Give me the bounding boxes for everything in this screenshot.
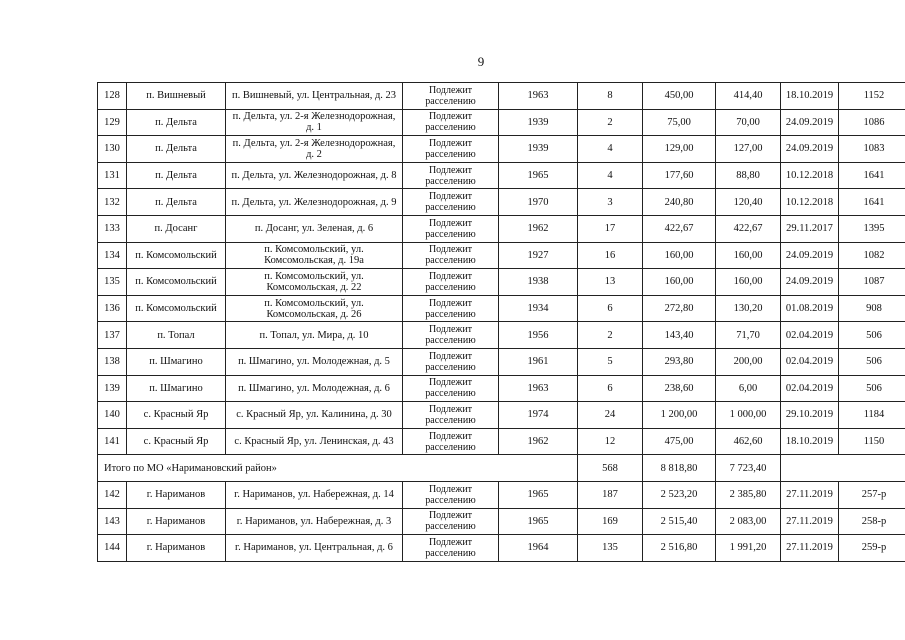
row-number: 136 bbox=[98, 295, 127, 322]
address-cell: п. Топал, ул. Мира, д. 10 bbox=[226, 322, 403, 349]
locality-cell: г. Нариманов bbox=[127, 535, 226, 562]
area-total-cell: 475,00 bbox=[643, 428, 716, 455]
status-cell: Подлежит расселению bbox=[403, 136, 499, 163]
address-cell: г. Нариманов, ул. Центральная, д. 6 bbox=[226, 535, 403, 562]
area-total-cell: 143,40 bbox=[643, 322, 716, 349]
total-residents: 568 bbox=[578, 455, 643, 482]
year-cell: 1934 bbox=[499, 295, 578, 322]
address-cell: г. Нариманов, ул. Набережная, д. 14 bbox=[226, 481, 403, 508]
address-cell: п. Комсомольский, ул. Комсомольская, д. 22 bbox=[226, 269, 403, 296]
table-row bbox=[98, 322, 905, 349]
row-number: 138 bbox=[98, 348, 127, 375]
table-row bbox=[98, 83, 905, 110]
housing-table bbox=[97, 82, 905, 562]
year-cell: 1938 bbox=[499, 269, 578, 296]
date-cell: 18.10.2019 bbox=[781, 83, 839, 110]
residents-cell: 17 bbox=[578, 215, 643, 242]
doc-number-cell: 506 bbox=[839, 348, 905, 375]
year-cell: 1964 bbox=[499, 535, 578, 562]
table-row bbox=[98, 109, 905, 136]
address-cell: с. Красный Яр, ул. Калинина, д. 30 bbox=[226, 402, 403, 429]
address-cell: п. Дельта, ул. 2-я Железнодорожная, д. 1 bbox=[226, 109, 403, 136]
doc-number-cell: 257-р bbox=[839, 481, 905, 508]
date-cell: 27.11.2019 bbox=[781, 535, 839, 562]
doc-number-cell: 1083 bbox=[839, 136, 905, 163]
row-number: 129 bbox=[98, 109, 127, 136]
date-cell: 02.04.2019 bbox=[781, 322, 839, 349]
address-cell: п. Дельта, ул. Железнодорожная, д. 8 bbox=[226, 162, 403, 189]
year-cell: 1963 bbox=[499, 83, 578, 110]
row-number: 140 bbox=[98, 402, 127, 429]
locality-cell: с. Красный Яр bbox=[127, 428, 226, 455]
table-row bbox=[98, 375, 905, 402]
table-row bbox=[98, 215, 905, 242]
locality-cell: п. Комсомольский bbox=[127, 295, 226, 322]
table-row bbox=[98, 295, 905, 322]
table-row bbox=[98, 136, 905, 163]
table-row bbox=[98, 428, 905, 455]
locality-cell: п. Комсомольский bbox=[127, 242, 226, 269]
row-number: 137 bbox=[98, 322, 127, 349]
residents-cell: 4 bbox=[578, 136, 643, 163]
address-cell: п. Шмагино, ул. Молодежная, д. 5 bbox=[226, 348, 403, 375]
residents-cell: 169 bbox=[578, 508, 643, 535]
area-total-cell: 293,80 bbox=[643, 348, 716, 375]
year-cell: 1956 bbox=[499, 322, 578, 349]
area-total-cell: 422,67 bbox=[643, 215, 716, 242]
status-cell: Подлежит расселению bbox=[403, 508, 499, 535]
date-cell: 18.10.2019 bbox=[781, 428, 839, 455]
row-number: 133 bbox=[98, 215, 127, 242]
residents-cell: 6 bbox=[578, 375, 643, 402]
table-row bbox=[98, 162, 905, 189]
date-cell: 29.10.2019 bbox=[781, 402, 839, 429]
address-cell: п. Комсомольский, ул. Комсомольская, д. 19а bbox=[226, 242, 403, 269]
locality-cell: г. Нариманов bbox=[127, 508, 226, 535]
table-row bbox=[98, 481, 905, 508]
area-emergency-cell: 1 991,20 bbox=[716, 535, 781, 562]
area-total-cell: 240,80 bbox=[643, 189, 716, 216]
year-cell: 1963 bbox=[499, 375, 578, 402]
doc-number-cell: 1087 bbox=[839, 269, 905, 296]
area-emergency-cell: 1 000,00 bbox=[716, 402, 781, 429]
year-cell: 1961 bbox=[499, 348, 578, 375]
date-cell: 10.12.2018 bbox=[781, 189, 839, 216]
locality-cell: п. Топал bbox=[127, 322, 226, 349]
area-emergency-cell: 6,00 bbox=[716, 375, 781, 402]
address-cell: с. Красный Яр, ул. Ленинская, д. 43 bbox=[226, 428, 403, 455]
date-cell: 01.08.2019 bbox=[781, 295, 839, 322]
doc-number-cell: 1082 bbox=[839, 242, 905, 269]
date-cell: 24.09.2019 bbox=[781, 269, 839, 296]
area-total-cell: 2 516,80 bbox=[643, 535, 716, 562]
doc-number-cell: 1184 bbox=[839, 402, 905, 429]
area-total-cell: 238,60 bbox=[643, 375, 716, 402]
residents-cell: 3 bbox=[578, 189, 643, 216]
residents-cell: 8 bbox=[578, 83, 643, 110]
date-cell: 27.11.2019 bbox=[781, 508, 839, 535]
total-row bbox=[98, 455, 905, 482]
residents-cell: 16 bbox=[578, 242, 643, 269]
table-row bbox=[98, 508, 905, 535]
address-cell: п. Досанг, ул. Зеленая, д. 6 bbox=[226, 215, 403, 242]
area-total-cell: 450,00 bbox=[643, 83, 716, 110]
doc-number-cell: 1641 bbox=[839, 189, 905, 216]
row-number: 135 bbox=[98, 269, 127, 296]
row-number: 131 bbox=[98, 162, 127, 189]
date-cell: 27.11.2019 bbox=[781, 481, 839, 508]
year-cell: 1965 bbox=[499, 508, 578, 535]
year-cell: 1939 bbox=[499, 136, 578, 163]
total-label: Итого по МО «Наримановский район» bbox=[98, 455, 578, 482]
area-total-cell: 160,00 bbox=[643, 242, 716, 269]
locality-cell: г. Нариманов bbox=[127, 481, 226, 508]
date-cell: 24.09.2019 bbox=[781, 136, 839, 163]
residents-cell: 135 bbox=[578, 535, 643, 562]
area-emergency-cell: 88,80 bbox=[716, 162, 781, 189]
year-cell: 1962 bbox=[499, 428, 578, 455]
area-emergency-cell: 2 385,80 bbox=[716, 481, 781, 508]
doc-number-cell: 506 bbox=[839, 375, 905, 402]
locality-cell: п. Дельта bbox=[127, 109, 226, 136]
area-total-cell: 177,60 bbox=[643, 162, 716, 189]
doc-number-cell: 258-р bbox=[839, 508, 905, 535]
year-cell: 1965 bbox=[499, 481, 578, 508]
doc-number-cell: 1395 bbox=[839, 215, 905, 242]
row-number: 139 bbox=[98, 375, 127, 402]
doc-number-cell: 506 bbox=[839, 322, 905, 349]
year-cell: 1927 bbox=[499, 242, 578, 269]
area-emergency-cell: 71,70 bbox=[716, 322, 781, 349]
row-number: 130 bbox=[98, 136, 127, 163]
year-cell: 1970 bbox=[499, 189, 578, 216]
year-cell: 1962 bbox=[499, 215, 578, 242]
status-cell: Подлежит расселению bbox=[403, 109, 499, 136]
locality-cell: п. Комсомольский bbox=[127, 269, 226, 296]
date-cell: 29.11.2017 bbox=[781, 215, 839, 242]
residents-cell: 2 bbox=[578, 322, 643, 349]
residents-cell: 4 bbox=[578, 162, 643, 189]
area-emergency-cell: 414,40 bbox=[716, 83, 781, 110]
total-empty bbox=[781, 455, 905, 482]
status-cell: Подлежит расселению bbox=[403, 481, 499, 508]
row-number: 141 bbox=[98, 428, 127, 455]
doc-number-cell: 1152 bbox=[839, 83, 905, 110]
status-cell: Подлежит расселению bbox=[403, 348, 499, 375]
year-cell: 1965 bbox=[499, 162, 578, 189]
area-emergency-cell: 200,00 bbox=[716, 348, 781, 375]
area-emergency-cell: 130,20 bbox=[716, 295, 781, 322]
year-cell: 1939 bbox=[499, 109, 578, 136]
residents-cell: 2 bbox=[578, 109, 643, 136]
status-cell: Подлежит расселению bbox=[403, 215, 499, 242]
table-row bbox=[98, 189, 905, 216]
total-area-emergency: 7 723,40 bbox=[716, 455, 781, 482]
row-number: 142 bbox=[98, 481, 127, 508]
locality-cell: п. Вишневый bbox=[127, 83, 226, 110]
status-cell: Подлежит расселению bbox=[403, 535, 499, 562]
address-cell: п. Вишневый, ул. Центральная, д. 23 bbox=[226, 83, 403, 110]
page-number: 9 bbox=[477, 54, 485, 69]
status-cell: Подлежит расселению bbox=[403, 402, 499, 429]
table-row bbox=[98, 402, 905, 429]
date-cell: 24.09.2019 bbox=[781, 242, 839, 269]
locality-cell: с. Красный Яр bbox=[127, 402, 226, 429]
area-total-cell: 2 515,40 bbox=[643, 508, 716, 535]
area-emergency-cell: 160,00 bbox=[716, 269, 781, 296]
table-row bbox=[98, 269, 905, 296]
locality-cell: п. Дельта bbox=[127, 189, 226, 216]
doc-number-cell: 1086 bbox=[839, 109, 905, 136]
area-emergency-cell: 120,40 bbox=[716, 189, 781, 216]
doc-number-cell: 908 bbox=[839, 295, 905, 322]
row-number: 144 bbox=[98, 535, 127, 562]
status-cell: Подлежит расселению bbox=[403, 189, 499, 216]
status-cell: Подлежит расселению bbox=[403, 375, 499, 402]
row-number: 134 bbox=[98, 242, 127, 269]
address-cell: п. Комсомольский, ул. Комсомольская, д. 26 bbox=[226, 295, 403, 322]
residents-cell: 24 bbox=[578, 402, 643, 429]
doc-number-cell: 1150 bbox=[839, 428, 905, 455]
status-cell: Подлежит расселению bbox=[403, 242, 499, 269]
doc-number-cell: 259-р bbox=[839, 535, 905, 562]
locality-cell: п. Досанг bbox=[127, 215, 226, 242]
status-cell: Подлежит расселению bbox=[403, 322, 499, 349]
locality-cell: п. Шмагино bbox=[127, 348, 226, 375]
row-number: 128 bbox=[98, 83, 127, 110]
status-cell: Подлежит расселению bbox=[403, 269, 499, 296]
row-number: 132 bbox=[98, 189, 127, 216]
date-cell: 24.09.2019 bbox=[781, 109, 839, 136]
year-cell: 1974 bbox=[499, 402, 578, 429]
address-cell: п. Дельта, ул. 2-я Железнодорожная, д. 2 bbox=[226, 136, 403, 163]
date-cell: 02.04.2019 bbox=[781, 348, 839, 375]
date-cell: 02.04.2019 bbox=[781, 375, 839, 402]
area-emergency-cell: 70,00 bbox=[716, 109, 781, 136]
status-cell: Подлежит расселению bbox=[403, 162, 499, 189]
locality-cell: п. Шмагино bbox=[127, 375, 226, 402]
residents-cell: 13 bbox=[578, 269, 643, 296]
residents-cell: 187 bbox=[578, 481, 643, 508]
area-total-cell: 129,00 bbox=[643, 136, 716, 163]
address-cell: г. Нариманов, ул. Набережная, д. 3 bbox=[226, 508, 403, 535]
address-cell: п. Дельта, ул. Железнодорожная, д. 9 bbox=[226, 189, 403, 216]
doc-number-cell: 1641 bbox=[839, 162, 905, 189]
locality-cell: п. Дельта bbox=[127, 136, 226, 163]
area-total-cell: 160,00 bbox=[643, 269, 716, 296]
total-area-total: 8 818,80 bbox=[643, 455, 716, 482]
locality-cell: п. Дельта bbox=[127, 162, 226, 189]
residents-cell: 12 bbox=[578, 428, 643, 455]
area-emergency-cell: 422,67 bbox=[716, 215, 781, 242]
residents-cell: 5 bbox=[578, 348, 643, 375]
area-emergency-cell: 160,00 bbox=[716, 242, 781, 269]
area-total-cell: 1 200,00 bbox=[643, 402, 716, 429]
area-emergency-cell: 2 083,00 bbox=[716, 508, 781, 535]
status-cell: Подлежит расселению bbox=[403, 428, 499, 455]
date-cell: 10.12.2018 bbox=[781, 162, 839, 189]
row-number: 143 bbox=[98, 508, 127, 535]
area-total-cell: 272,80 bbox=[643, 295, 716, 322]
area-emergency-cell: 127,00 bbox=[716, 136, 781, 163]
table-row bbox=[98, 535, 905, 562]
table-row bbox=[98, 242, 905, 269]
address-cell: п. Шмагино, ул. Молодежная, д. 6 bbox=[226, 375, 403, 402]
area-total-cell: 75,00 bbox=[643, 109, 716, 136]
area-total-cell: 2 523,20 bbox=[643, 481, 716, 508]
table-row bbox=[98, 348, 905, 375]
status-cell: Подлежит расселению bbox=[403, 295, 499, 322]
area-emergency-cell: 462,60 bbox=[716, 428, 781, 455]
status-cell: Подлежит расселению bbox=[403, 83, 499, 110]
residents-cell: 6 bbox=[578, 295, 643, 322]
